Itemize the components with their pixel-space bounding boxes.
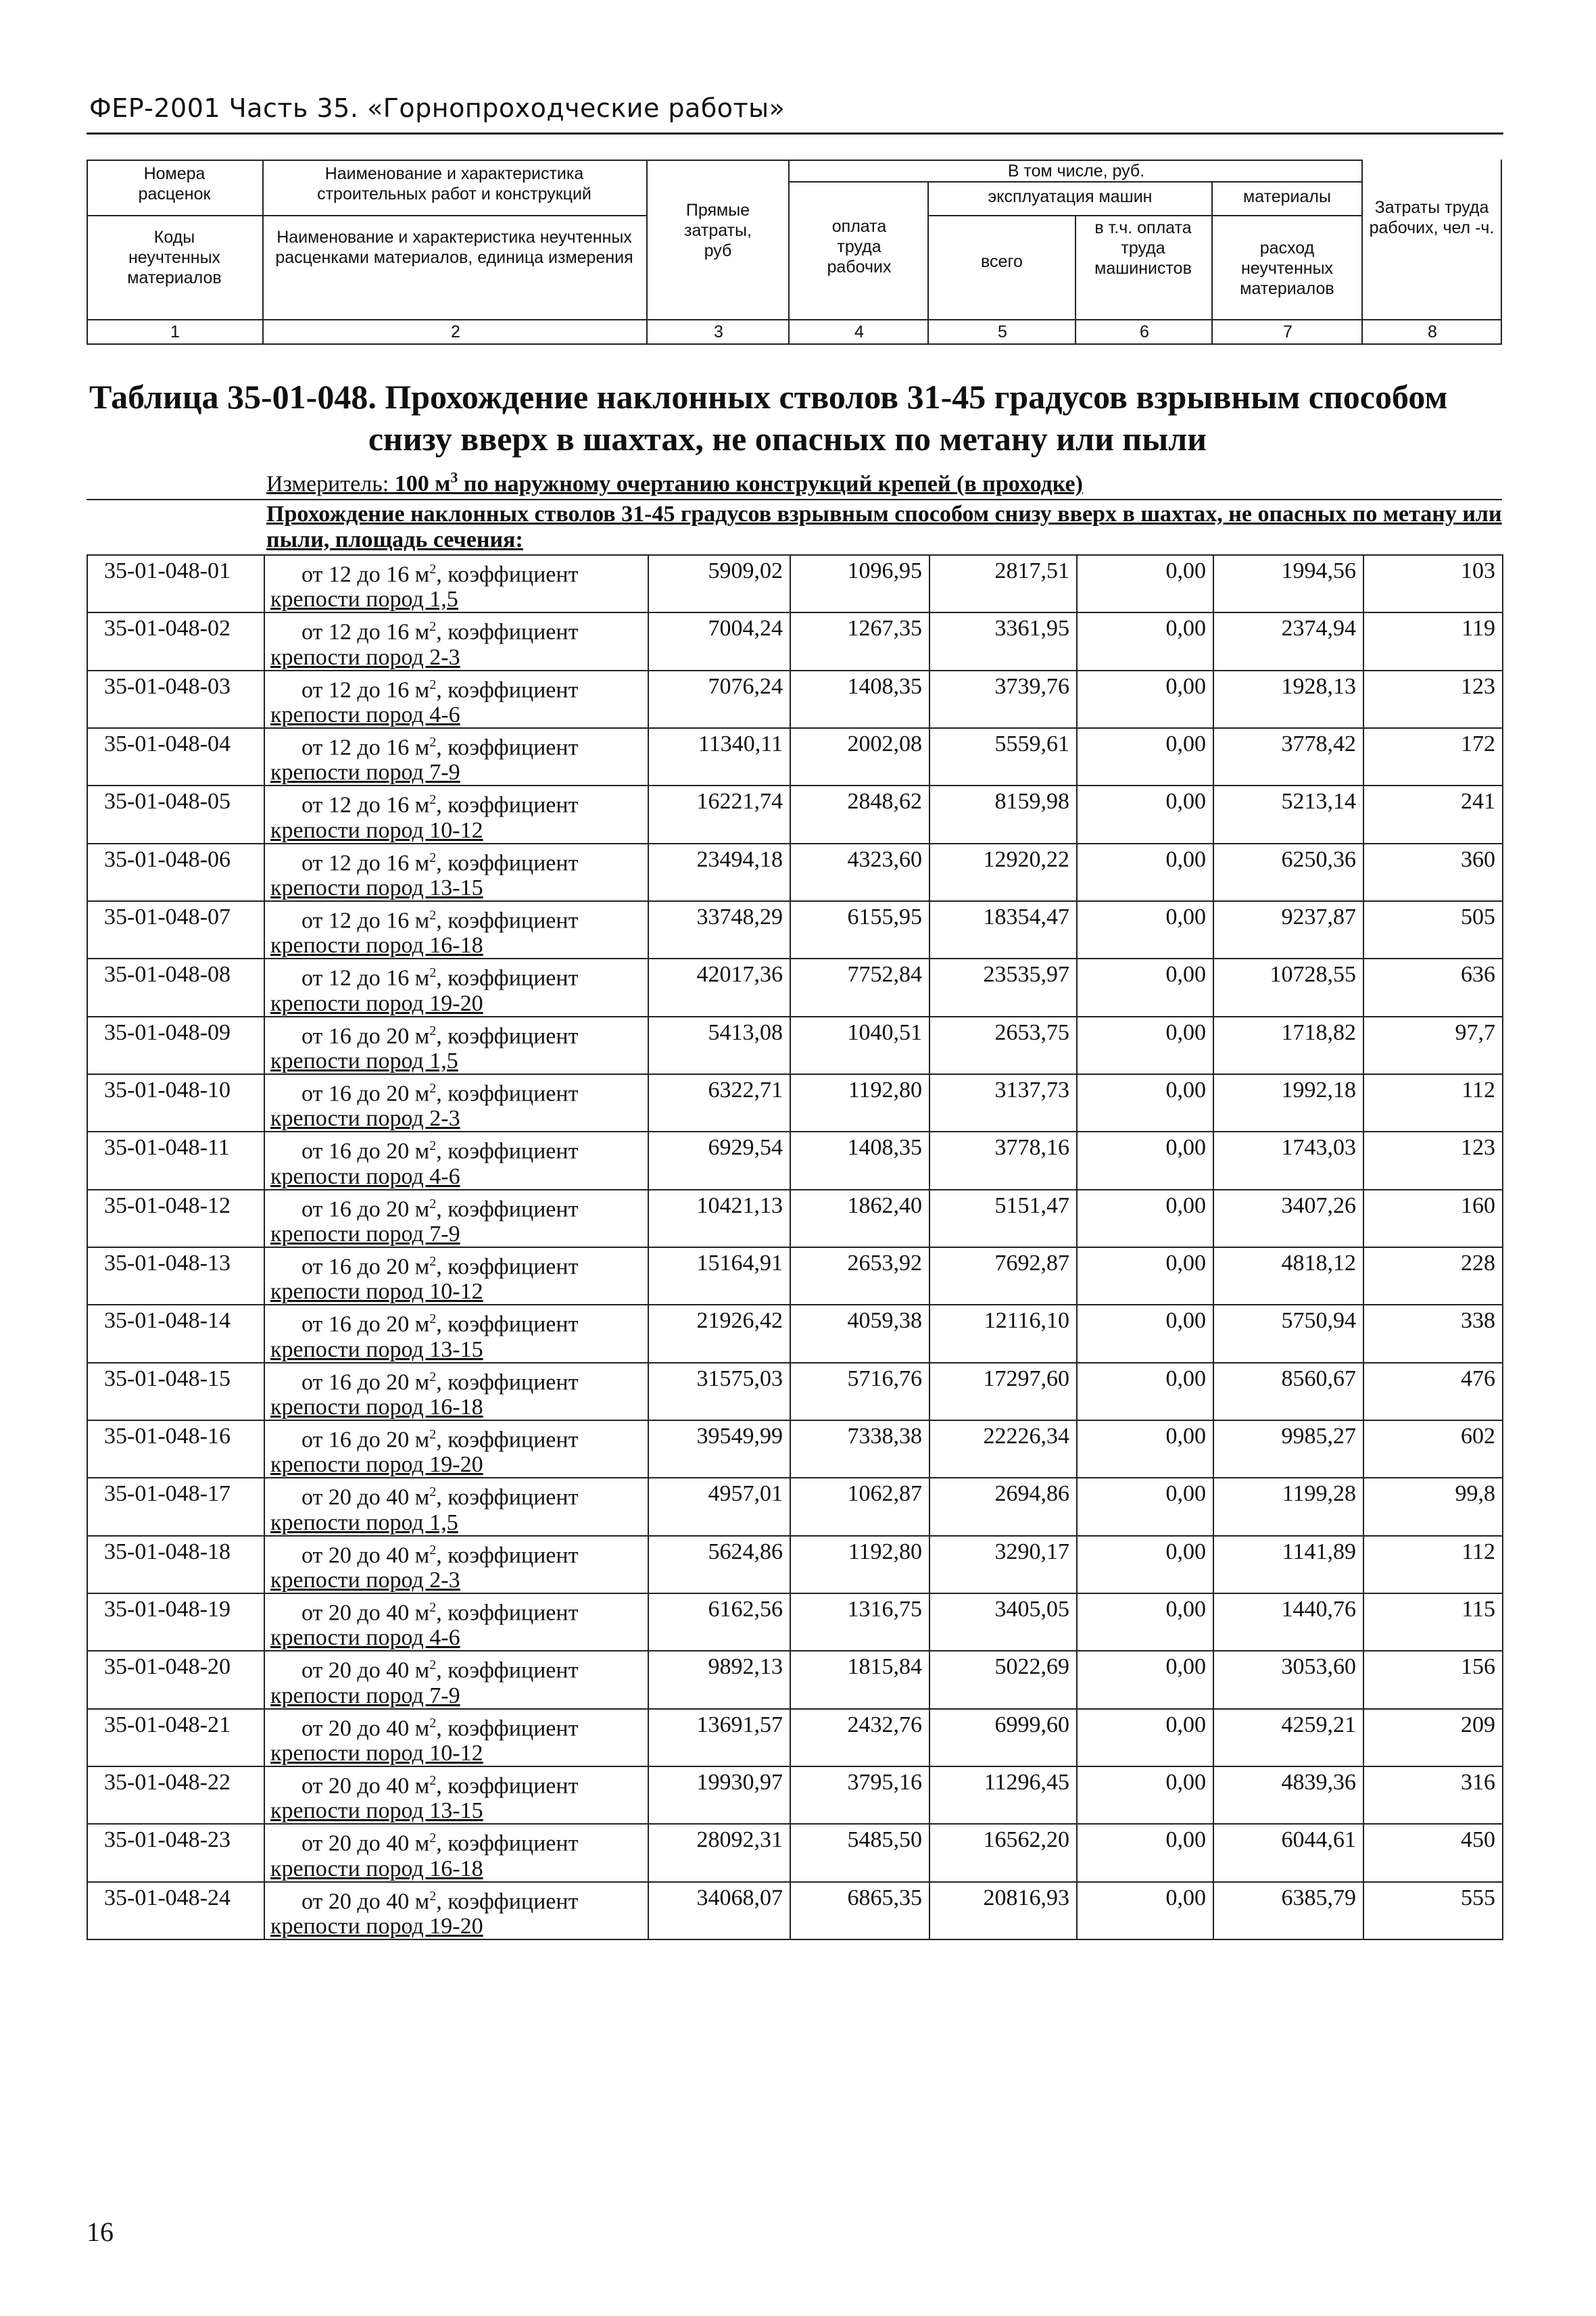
machines-total-value: 3739,76 [929,671,1077,728]
rate-description: от 16 до 20 $м^2$, коэффициент крепости пород 10-12 [264,1247,648,1305]
materials-value: 4259,21 [1213,1709,1363,1766]
labor-costs-value: 476 [1363,1363,1503,1420]
header-work-name: Наименование и характеристика строительных работ и конструкций [317,164,591,203]
materials-value: 10728,55 [1213,959,1363,1016]
labor-costs-value: 123 [1363,671,1503,728]
hdr-vline-0 [87,160,88,345]
rate-code: 35-01-048-03 [87,671,264,728]
column-number-5: 5 [998,322,1007,341]
labor-costs-value: 119 [1363,612,1503,670]
direct-costs-value: 10421,13 [648,1190,790,1247]
operator-pay-value: 0,00 [1077,1074,1213,1132]
worker-pay-value: 1040,51 [790,1017,929,1074]
rate-code: 35-01-048-05 [87,786,264,843]
materials-value: 9985,27 [1213,1420,1363,1478]
worker-pay-value: 3795,16 [790,1766,929,1824]
header-operator-pay: в т.ч. оплата труда машинистов [1094,218,1192,278]
labor-costs-value: 555 [1363,1882,1503,1939]
labor-costs-value: 160 [1363,1190,1503,1247]
rate-description: от 20 до 40 $м^2$, коэффициент крепости пород 4-6 [264,1593,648,1651]
machines-total-value: 12116,10 [929,1305,1077,1362]
direct-costs-value: 39549,99 [648,1420,790,1478]
rate-code: 35-01-048-24 [87,1882,264,1939]
column-number-8: 8 [1428,322,1437,341]
labor-costs-value: 115 [1363,1593,1503,1651]
direct-costs-value: 6929,54 [648,1132,790,1189]
hdr-line-sub [929,215,1363,216]
rate-code: 35-01-048-20 [87,1651,264,1708]
rate-code: 35-01-048-16 [87,1420,264,1478]
machines-total-value: 22226,34 [929,1420,1077,1478]
direct-costs-value: 9892,13 [648,1651,790,1708]
table-row [87,671,1503,728]
table-row [87,1882,1503,1939]
direct-costs-value: 33748,29 [648,901,790,959]
direct-costs-value: 7004,24 [648,612,790,670]
section-frame-top [87,499,1502,500]
hdr-line-group [790,181,1363,183]
labor-costs-value: 97,7 [1363,1017,1503,1074]
table-title-line-2: снизу вверх в шахтах, не опасных по метану или пыли [368,420,1207,458]
rate-description: от 16 до 20 $м^2$, коэффициент крепости пород 2-3 [264,1074,648,1132]
machines-total-value: 6999,60 [929,1709,1077,1766]
table-title [89,376,1506,460]
hdr-line-bottom [87,319,1502,320]
materials-value: 3407,26 [1213,1190,1363,1247]
column-number-6: 6 [1140,322,1149,341]
direct-costs-value: 15164,91 [648,1247,790,1305]
worker-pay-value: 1862,40 [790,1190,929,1247]
table-row [87,1363,1503,1420]
worker-pay-value: 1316,75 [790,1593,929,1651]
table-row [87,728,1503,786]
operator-pay-value: 0,00 [1077,1882,1213,1939]
labor-costs-value: 450 [1363,1824,1503,1881]
table-row [87,1478,1503,1535]
labor-costs-value: 316 [1363,1766,1503,1824]
direct-costs-value: 31575,03 [648,1363,790,1420]
worker-pay-value: 6155,95 [790,901,929,959]
operator-pay-value: 0,00 [1077,1824,1213,1881]
worker-pay-value: 1267,35 [790,612,929,670]
worker-pay-value: 1408,35 [790,671,929,728]
column-number-7: 7 [1283,322,1292,341]
table-row [87,959,1503,1016]
rate-code: 35-01-048-23 [87,1824,264,1881]
worker-pay-value: 5485,50 [790,1824,929,1881]
rate-description: от 16 до 20 $м^2$, коэффициент крепости пород 1,5 [264,1017,648,1074]
direct-costs-value: 19930,97 [648,1766,790,1824]
operator-pay-value: 0,00 [1077,1766,1213,1824]
header-direct-costs: Прямые затраты, руб [684,201,752,260]
measure-unit-rest: по наружному очертанию конструкций крепей (в проходке) [458,471,1083,497]
materials-value: 5213,14 [1213,786,1363,843]
worker-pay-value: 1192,80 [790,1074,929,1132]
rate-code: 35-01-048-02 [87,612,264,670]
rate-description: от 12 до 16 $м^2$, коэффициент крепости пород 1,5 [264,555,648,612]
rate-description: от 16 до 20 $м^2$, коэффициент крепости пород 19-20 [264,1420,648,1478]
materials-value: 3778,42 [1213,728,1363,786]
table-row [87,555,1503,612]
rate-code: 35-01-048-19 [87,1593,264,1651]
machines-total-value: 8159,98 [929,786,1077,843]
rate-description: от 12 до 16 $м^2$, коэффициент крепости пород 10-12 [264,786,648,843]
table-row [87,1593,1503,1651]
labor-costs-value: 505 [1363,901,1503,959]
rate-description: от 12 до 16 $м^2$, коэффициент крепости пород 16-18 [264,901,648,959]
materials-value: 6250,36 [1213,844,1363,901]
direct-costs-value: 7076,24 [648,671,790,728]
direct-costs-value: 23494,18 [648,844,790,901]
direct-costs-value: 34068,07 [648,1882,790,1939]
operator-pay-value: 0,00 [1077,1420,1213,1478]
table-row [87,786,1503,843]
rates-table-body [87,555,1503,1939]
worker-pay-value: 1062,87 [790,1478,929,1535]
operator-pay-value: 0,00 [1077,1132,1213,1189]
machines-total-value: 11296,45 [929,1766,1077,1824]
table-title-line-1: Таблица 35-01-048. Прохождение наклонных стволов 31-45 градусов взрывным способом [89,378,1448,416]
materials-value: 1440,76 [1213,1593,1363,1651]
table-row [87,901,1503,959]
rate-description: от 20 до 40 $м^2$, коэффициент крепости пород 13-15 [264,1766,648,1824]
materials-value: 8560,67 [1213,1363,1363,1420]
labor-costs-value: 228 [1363,1247,1503,1305]
operator-pay-value: 0,00 [1077,1363,1213,1420]
direct-costs-value: 5624,86 [648,1536,790,1593]
direct-costs-value: 5909,02 [648,555,790,612]
operator-pay-value: 0,00 [1077,555,1213,612]
operator-pay-value: 0,00 [1077,1536,1213,1593]
worker-pay-value: 7752,84 [790,959,929,1016]
materials-value: 1199,28 [1213,1478,1363,1535]
header-materials: материалы [1243,187,1331,206]
rate-code: 35-01-048-13 [87,1247,264,1305]
worker-pay-value: 4323,60 [790,844,929,901]
section-heading: Прохождение наклонных стволов 31-45 градусов взрывным способом снизу вверх в шахтах, не опасных по метану или пыли, площадь сечения: [266,502,1502,552]
labor-costs-value: 636 [1363,959,1503,1016]
machines-total-value: 3290,17 [929,1536,1077,1593]
operator-pay-value: 0,00 [1077,1593,1213,1651]
materials-value: 4839,36 [1213,1766,1363,1824]
table-row [87,844,1503,901]
page-number: 16 [87,2217,114,2247]
table-row [87,1709,1503,1766]
hdr-vline-3 [788,160,790,345]
operator-pay-value: 0,00 [1077,1478,1213,1535]
hdr-vline-1 [262,160,264,345]
column-number-1: 1 [170,322,180,341]
materials-value: 1928,13 [1213,671,1363,728]
labor-costs-value: 112 [1363,1536,1503,1593]
materials-value: 3053,60 [1213,1651,1363,1708]
rate-description: от 20 до 40 $м^2$, коэффициент крепости пород 19-20 [264,1882,648,1939]
operator-pay-value: 0,00 [1077,901,1213,959]
hdr-vline-8 [1501,160,1502,345]
rate-description: от 20 до 40 $м^2$, коэффициент крепости пород 2-3 [264,1536,648,1593]
rate-code: 35-01-048-01 [87,555,264,612]
rate-description: от 20 до 40 $м^2$, коэффициент крепости пород 10-12 [264,1709,648,1766]
worker-pay-value: 2002,08 [790,728,929,786]
header-rate-numbers: Номера расценок [138,164,211,203]
operator-pay-value: 0,00 [1077,1709,1213,1766]
hdr-line-mid [87,215,648,216]
header-material-codes: Коды неучтенных материалов [127,228,222,287]
rate-code: 35-01-048-17 [87,1478,264,1535]
labor-costs-value: 156 [1363,1651,1503,1708]
hdr-vline-2 [646,160,648,345]
table-row [87,1132,1503,1189]
machines-total-value: 18354,47 [929,901,1077,959]
labor-costs-value: 112 [1363,1074,1503,1132]
machines-total-value: 3778,16 [929,1132,1077,1189]
rate-code: 35-01-048-09 [87,1017,264,1074]
direct-costs-value: 11340,11 [648,728,790,786]
header-machines: эксплуатация машин [988,187,1153,206]
machines-total-value: 12920,22 [929,844,1077,901]
measure-unit-value: 100 $м^3$ [394,469,458,497]
rate-description: от 12 до 16 $м^2$, коэффициент крепости пород 13-15 [264,844,648,901]
table-row [87,612,1503,670]
measure-unit-label: Измеритель: [266,471,389,497]
operator-pay-value: 0,00 [1077,1017,1213,1074]
operator-pay-value: 0,00 [1077,959,1213,1016]
labor-costs-value: 103 [1363,555,1503,612]
machines-total-value: 16562,20 [929,1824,1077,1881]
direct-costs-value: 6162,56 [648,1593,790,1651]
worker-pay-value: 2432,76 [790,1709,929,1766]
table-row [87,1420,1503,1478]
machines-total-value: 3137,73 [929,1074,1077,1132]
direct-costs-value: 5413,08 [648,1017,790,1074]
labor-costs-value: 360 [1363,844,1503,901]
rate-code: 35-01-048-21 [87,1709,264,1766]
machines-total-value: 2817,51 [929,555,1077,612]
worker-pay-value: 2848,62 [790,786,929,843]
operator-pay-value: 0,00 [1077,786,1213,843]
materials-value: 2374,94 [1213,612,1363,670]
direct-costs-value: 28092,31 [648,1824,790,1881]
machines-total-value: 3405,05 [929,1593,1077,1651]
labor-costs-value: 123 [1363,1132,1503,1189]
column-number-3: 3 [714,322,723,341]
labor-costs-value: 241 [1363,786,1503,843]
direct-costs-value: 42017,36 [648,959,790,1016]
hdr-line-numbers [87,343,1502,345]
worker-pay-value: 5716,76 [790,1363,929,1420]
rate-code: 35-01-048-18 [87,1536,264,1593]
worker-pay-value: 1408,35 [790,1132,929,1189]
machines-total-value: 2694,86 [929,1478,1077,1535]
rate-description: от 12 до 16 $м^2$, коэффициент крепости пород 7-9 [264,728,648,786]
rate-code: 35-01-048-04 [87,728,264,786]
rate-code: 35-01-048-22 [87,1766,264,1824]
direct-costs-value: 6322,71 [648,1074,790,1132]
materials-value: 1992,18 [1213,1074,1363,1132]
column-header-block [87,160,1502,346]
machines-total-value: 17297,60 [929,1363,1077,1420]
rate-description: от 16 до 20 $м^2$, коэффициент крепости пород 16-18 [264,1363,648,1420]
operator-pay-value: 0,00 [1077,612,1213,670]
rate-code: 35-01-048-14 [87,1305,264,1362]
rate-code: 35-01-048-11 [87,1132,264,1189]
header-material-name: Наименование и характеристика неучтенных расценками материалов, единица измерения [275,228,633,267]
table-row [87,1247,1503,1305]
table-row [87,1305,1503,1362]
hdr-vline-7 [1361,160,1363,345]
materials-value: 4818,12 [1213,1247,1363,1305]
worker-pay-value: 4059,38 [790,1305,929,1362]
labor-costs-value: 602 [1363,1420,1503,1478]
header-worker-pay: оплата труда рабочих [827,217,892,276]
table-row [87,1824,1503,1881]
header-unaccounted-materials: расход неучтенных материалов [1240,239,1334,298]
column-number-2: 2 [451,322,460,341]
worker-pay-value: 1096,95 [790,555,929,612]
worker-pay-value: 1815,84 [790,1651,929,1708]
table-row [87,1766,1503,1824]
operator-pay-value: 0,00 [1077,671,1213,728]
measure-unit [266,469,1083,497]
worker-pay-value: 1192,80 [790,1536,929,1593]
rate-description: от 20 до 40 $м^2$, коэффициент крепости пород 7-9 [264,1651,648,1708]
table-row [87,1651,1503,1708]
direct-costs-value: 4957,01 [648,1478,790,1535]
direct-costs-value: 16221,74 [648,786,790,843]
operator-pay-value: 0,00 [1077,1247,1213,1305]
machines-total-value: 5151,47 [929,1190,1077,1247]
operator-pay-value: 0,00 [1077,1651,1213,1708]
table-row [87,1017,1503,1074]
rate-description: от 16 до 20 $м^2$, коэффициент крепости пород 13-15 [264,1305,648,1362]
table-row [87,1536,1503,1593]
materials-value: 9237,87 [1213,901,1363,959]
rate-description: от 12 до 16 $м^2$, коэффициент крепости пород 19-20 [264,959,648,1016]
rate-description: от 12 до 16 $м^2$, коэффициент крепости пород 2-3 [264,612,648,670]
header-rule [87,132,1503,135]
worker-pay-value: 2653,92 [790,1247,929,1305]
rate-description: от 20 до 40 $м^2$, коэффициент крепости пород 16-18 [264,1824,648,1881]
materials-value: 1141,89 [1213,1536,1363,1593]
running-header: ФЕР-2001 Часть 35. «Горнопроходческие работы» [89,93,785,123]
materials-value: 1718,82 [1213,1017,1363,1074]
materials-value: 6385,79 [1213,1882,1363,1939]
materials-value: 1743,03 [1213,1132,1363,1189]
machines-total-value: 5559,61 [929,728,1077,786]
rate-code: 35-01-048-15 [87,1363,264,1420]
worker-pay-value: 6865,35 [790,1882,929,1939]
labor-costs-value: 172 [1363,728,1503,786]
materials-value: 1994,56 [1213,555,1363,612]
column-number-4: 4 [854,322,864,341]
rate-description: от 20 до 40 $м^2$, коэффициент крепости пород 1,5 [264,1478,648,1535]
rate-code: 35-01-048-10 [87,1074,264,1132]
machines-total-value: 5022,69 [929,1651,1077,1708]
rate-code: 35-01-048-08 [87,959,264,1016]
worker-pay-value: 7338,38 [790,1420,929,1478]
rate-code: 35-01-048-06 [87,844,264,901]
rate-code: 35-01-048-07 [87,901,264,959]
direct-costs-value: 13691,57 [648,1709,790,1766]
materials-value: 5750,94 [1213,1305,1363,1362]
operator-pay-value: 0,00 [1077,1305,1213,1362]
machines-total-value: 2653,75 [929,1017,1077,1074]
operator-pay-value: 0,00 [1077,728,1213,786]
machines-total-value: 23535,97 [929,959,1077,1016]
table-row [87,1190,1503,1247]
rates-table [87,554,1503,1940]
rate-description: от 16 до 20 $м^2$, коэффициент крепости пород 4-6 [264,1132,648,1189]
table-row [87,1074,1503,1132]
header-including-group: В том числе, руб. [1007,162,1145,180]
labor-costs-value: 99,8 [1363,1478,1503,1535]
machines-total-value: 3361,95 [929,612,1077,670]
labor-costs-value: 338 [1363,1305,1503,1362]
machines-total-value: 7692,87 [929,1247,1077,1305]
header-machines-total: всего [981,252,1023,271]
labor-costs-value: 209 [1363,1709,1503,1766]
operator-pay-value: 0,00 [1077,844,1213,901]
direct-costs-value: 21926,42 [648,1305,790,1362]
machines-total-value: 20816,93 [929,1882,1077,1939]
operator-pay-value: 0,00 [1077,1190,1213,1247]
rate-description: от 16 до 20 $м^2$, коэффициент крепости пород 7-9 [264,1190,648,1247]
rate-code: 35-01-048-12 [87,1190,264,1247]
materials-value: 6044,61 [1213,1824,1363,1881]
rate-description: от 12 до 16 $м^2$, коэффициент крепости пород 4-6 [264,671,648,728]
header-labor-costs: Затраты труда рабочих, чел -ч. [1369,198,1495,237]
